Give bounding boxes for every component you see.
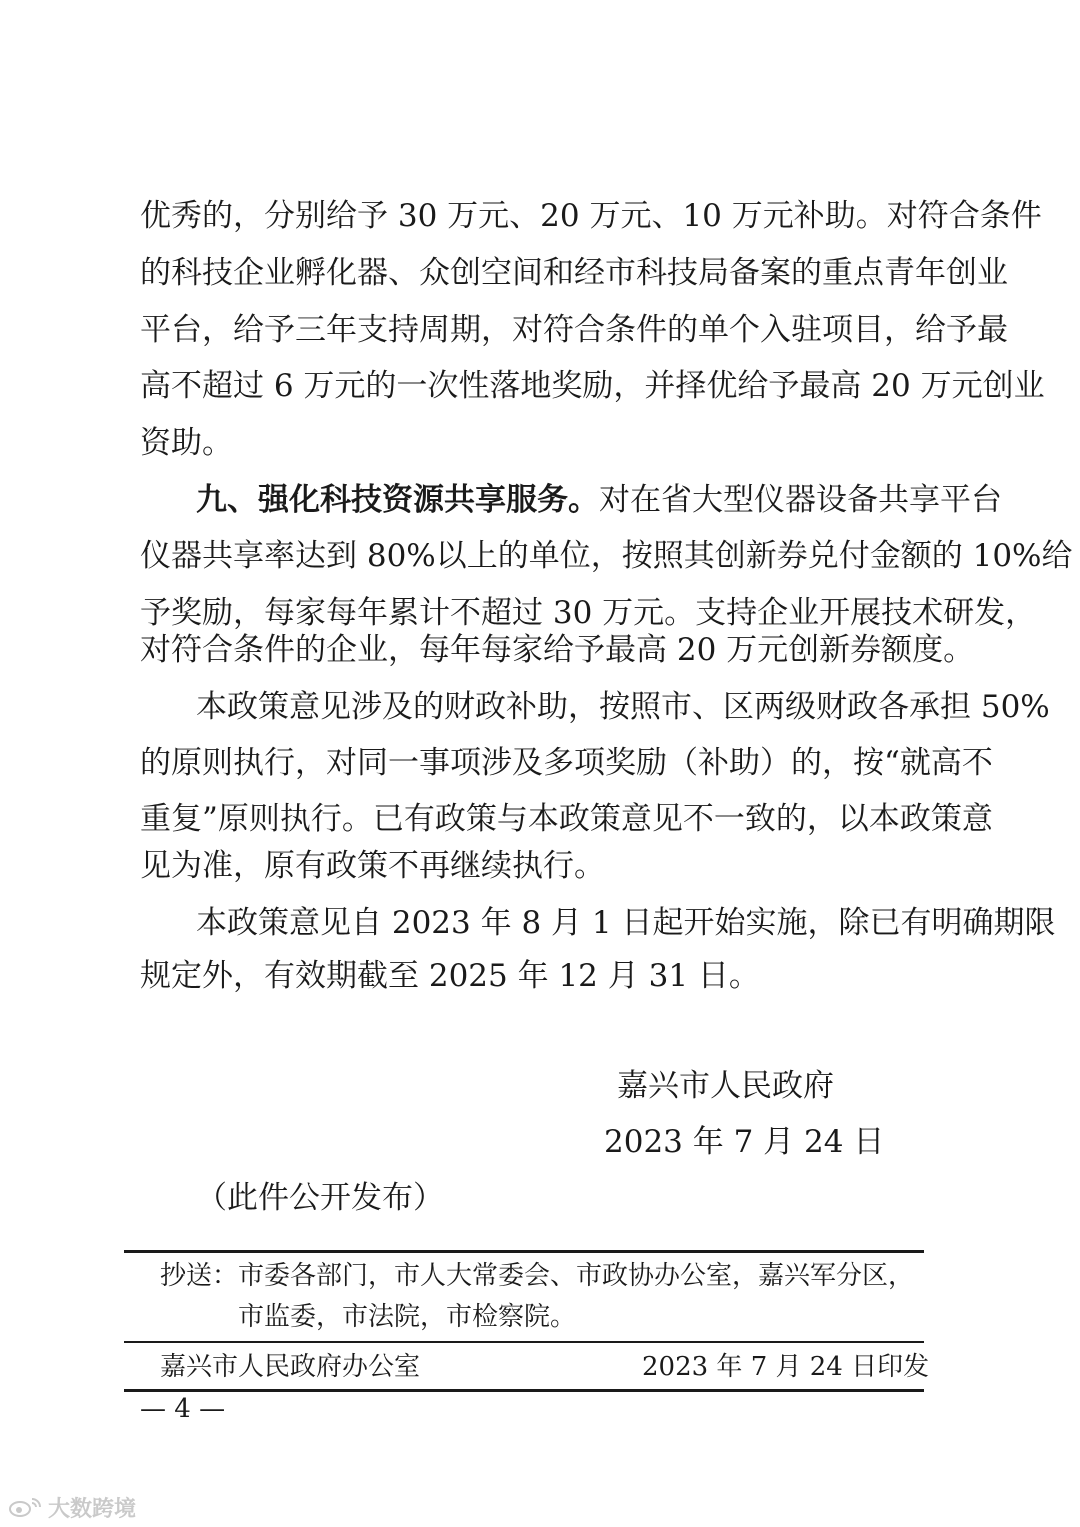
top-rule <box>124 1250 924 1253</box>
signature-date: 2023 年 7 月 24 日 <box>604 1124 885 1160</box>
body-line: 高不超过 6 万元的一次性落地奖励，并择优给予最高 20 万元创业 <box>140 368 1045 404</box>
body-line: 资助。 <box>140 425 233 461</box>
body-line: 的科技企业孵化器、众创空间和经市科技局备案的重点青年创业 <box>140 255 1008 291</box>
section-9-heading: 九、强化科技资源共享服务。 <box>196 482 599 518</box>
body-line: 本政策意见自 2023 年 8 月 1 日起开始实施，除已有明确期限 <box>196 905 1056 941</box>
watermark <box>8 1494 136 1520</box>
section-9-first-line-text: 对在省大型仪器设备共享平台 <box>599 482 1002 518</box>
body-line: 平台，给予三年支持周期，对符合条件的单个入驻项目，给予最 <box>140 312 1008 348</box>
body-line: 仪器共享率达到 80%以上的单位，按照其创新券兑付金额的 10%给 <box>140 538 1073 574</box>
body-line: 本政策意见涉及的财政补助，按照市、区两级财政各承担 50% <box>196 689 1050 725</box>
page-number: — 4 — <box>140 1394 226 1424</box>
middle-rule <box>124 1341 924 1343</box>
cc-line-2: 市监委，市法院，市检察院。 <box>238 1302 577 1332</box>
body-line: 的原则执行，对同一事项涉及多项奖励（补助）的，按“就高不 <box>140 745 993 781</box>
body-line: 予奖励，每家每年累计不超过 30 万元。支持企业开展技术研发， <box>140 595 1037 631</box>
cc-line-1: 抄送：市委各部门，市人大常委会、市政协办公室，嘉兴军分区， <box>160 1261 915 1291</box>
body-line: 对符合条件的企业，每年每家给予最高 20 万元创新券额度。 <box>140 632 975 668</box>
weibo-logo-icon <box>8 1495 44 1519</box>
bottom-rule <box>124 1389 924 1392</box>
body-line: 规定外，有效期截至 2025 年 12 月 31 日。 <box>140 958 760 994</box>
body-line: 重复”原则执行。已有政策与本政策意见不一致的，以本政策意 <box>140 801 993 837</box>
body-line: 优秀的，分别给予 30 万元、20 万元、10 万元补助。对符合条件 <box>140 198 1042 234</box>
issuer-signature: 嘉兴市人民政府 <box>617 1068 834 1104</box>
footer-office: 嘉兴市人民政府办公室 <box>160 1352 421 1382</box>
watermark-text: 大数跨境 <box>48 1496 137 1522</box>
section-9-first-line <box>196 480 1002 520</box>
body-line: 见为准，原有政策不再继续执行。 <box>140 848 605 884</box>
footer-print-date: 2023 年 7 月 24 日印发 <box>642 1352 930 1382</box>
publication-note: （此件公开发布） <box>196 1180 444 1216</box>
